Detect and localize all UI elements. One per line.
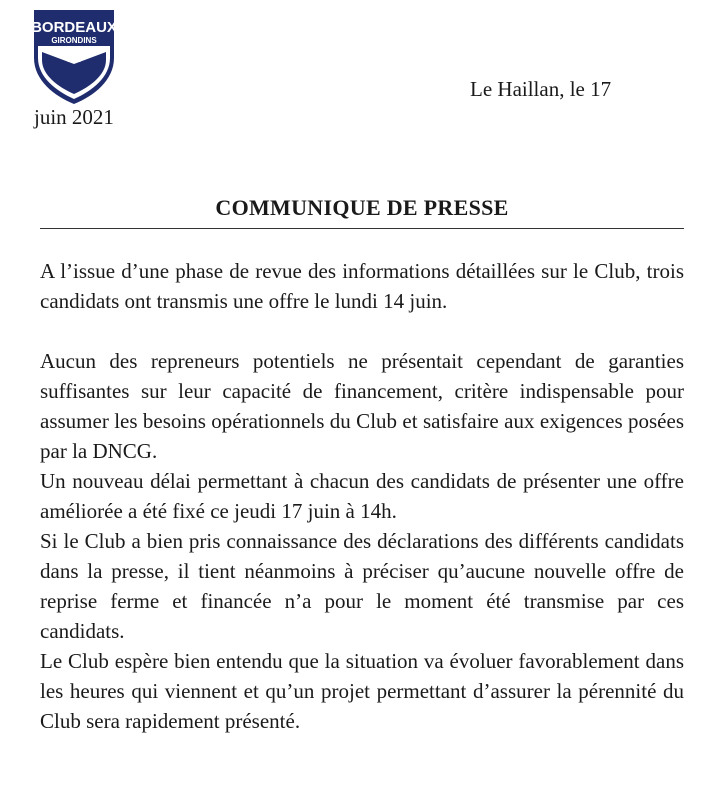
- paragraph-5: Le Club espère bien entendu que la situation va évoluer favorablement dans les heures qui viennent et qu’un projet permettant d’assurer la pérennité du Club sera rapidement présenté.: [40, 649, 684, 733]
- press-release-body: [40, 256, 684, 736]
- paragraph-2: Aucun des repreneurs potentiels ne présentait cependant de garanties suffisantes sur leur capacité de financement, critère indispensable pour assumer les besoins opérationnels du Club et satisfaire aux exigences posées par la DNCG.: [40, 349, 684, 463]
- paragraph-1: A l’issue d’une phase de revue des informations détaillées sur le Club, trois candidats ont transmis une offre le lundi 14 juin.: [40, 259, 684, 313]
- logo-text-bordeaux: BORDEAUX: [31, 19, 117, 36]
- document-title: COMMUNIQUE DE PRESSE: [215, 195, 509, 220]
- club-crest-icon: [30, 6, 118, 106]
- title-divider: [40, 228, 684, 229]
- logo-text-year: 1881: [67, 58, 81, 64]
- club-crest-logo: [30, 6, 118, 106]
- date-continued: juin 2021: [34, 105, 114, 129]
- paragraph-4: Si le Club a bien pris connaissance des déclarations des différents candidats dans la presse, il tient néanmoins à préciser qu’aucune nouvelle offre de reprise ferme et financée n’a pour le moment été transmise par ces candidats.: [40, 529, 684, 643]
- place-date: Le Haillan, le 17: [470, 77, 612, 101]
- paragraph-3: Un nouveau délai permettant à chacun des candidats de présenter une offre améliorée a été fixé ce jeudi 17 juin à 14h.: [40, 469, 684, 523]
- logo-text-girondins: GIRONDINS: [51, 36, 97, 45]
